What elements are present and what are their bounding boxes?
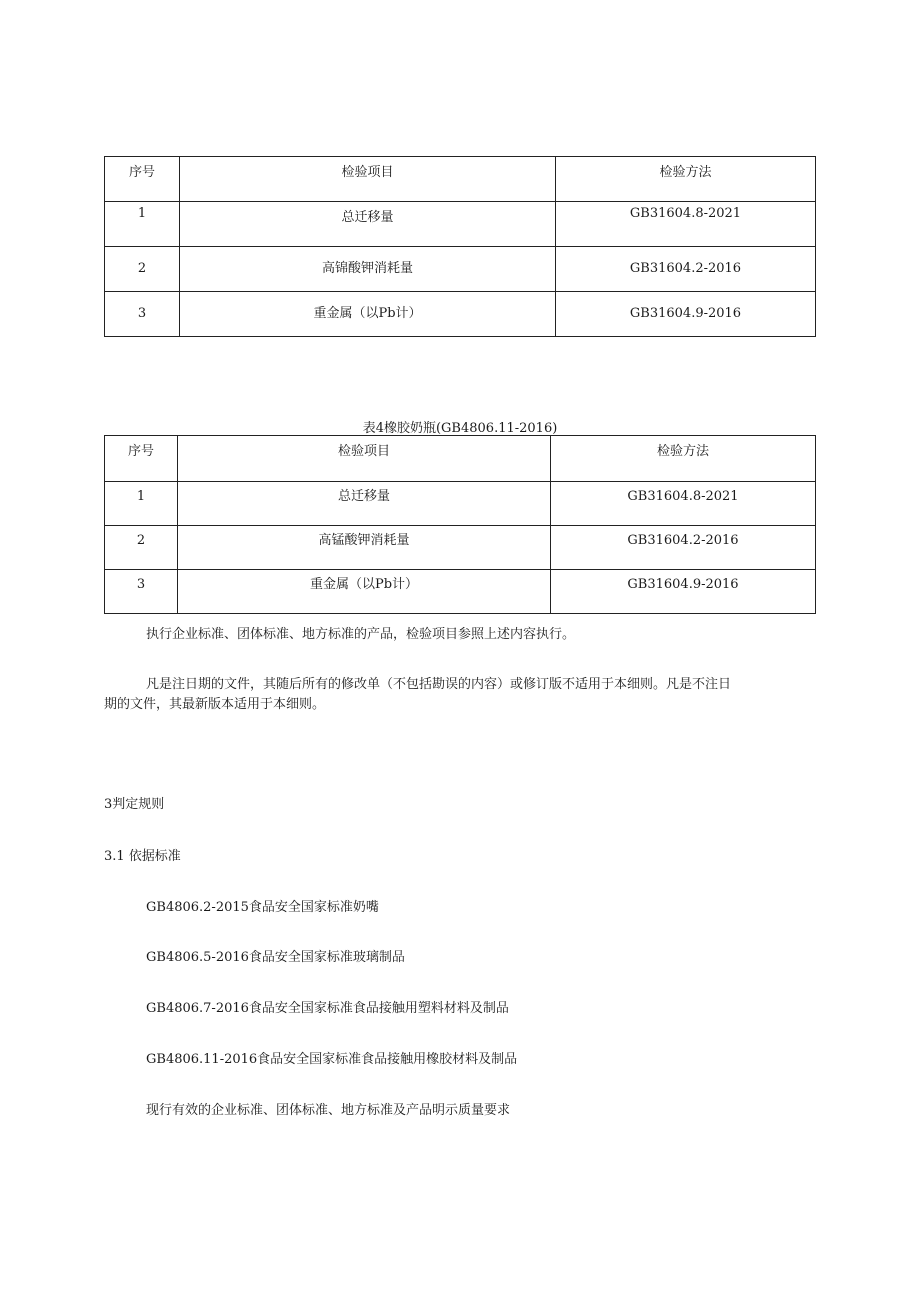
paragraph-dated-docs-line1: 凡是注日期的文件，其随后所有的修改单（不包括勘误的内容）或修订版不适用于本细则。凡是不注日 bbox=[146, 677, 732, 692]
header-cell-number: 序号 bbox=[105, 436, 178, 482]
cell-item: 重金属（以Pb计） bbox=[180, 292, 556, 337]
cell-method: GB31604.8-2021 bbox=[556, 202, 816, 247]
cell-number: 1 bbox=[105, 202, 180, 247]
table-row bbox=[105, 526, 816, 570]
header-cell-method: 检验方法 bbox=[556, 157, 816, 202]
cell-item: 总迁移量 bbox=[178, 482, 551, 526]
cell-method: GB31604.9-2016 bbox=[556, 292, 816, 337]
cell-number: 3 bbox=[105, 570, 178, 614]
standard-item: GB4806.7-2016食品安全国家标准食品接触用塑料材料及制品 bbox=[146, 1001, 509, 1016]
table-row bbox=[105, 292, 816, 337]
test-items-table-1 bbox=[104, 156, 816, 337]
cell-method: GB31604.9-2016 bbox=[551, 570, 816, 614]
cell-item: 重金属（以Pb计） bbox=[178, 570, 551, 614]
table-row bbox=[105, 247, 816, 292]
table-caption: 表4橡胶奶瓶(GB4806.11-2016) bbox=[362, 421, 558, 436]
standard-item: GB4806.2-2015食品安全国家标准奶嘴 bbox=[146, 900, 379, 915]
standard-item: GB4806.5-2016食品安全国家标准玻璃制品 bbox=[146, 950, 405, 965]
table-row bbox=[105, 202, 816, 247]
cell-item: 高锦酸钾消耗量 bbox=[180, 247, 556, 292]
table-header-row bbox=[105, 436, 816, 482]
cell-method: GB31604.2-2016 bbox=[556, 247, 816, 292]
cell-method: GB31604.2-2016 bbox=[551, 526, 816, 570]
cell-number: 2 bbox=[105, 247, 180, 292]
table-header-row bbox=[105, 157, 816, 202]
table-row bbox=[105, 482, 816, 526]
cell-item: 总迁移量 bbox=[180, 202, 556, 247]
subsection-heading: 3.1 依据标准 bbox=[104, 849, 181, 864]
cell-method: GB31604.8-2021 bbox=[551, 482, 816, 526]
header-cell-item: 检验项目 bbox=[180, 157, 556, 202]
paragraph-dated-docs-line2: 期的文件，其最新版本适用于本细则。 bbox=[104, 697, 326, 712]
paragraph-enterprise-standards: 执行企业标准、团体标准、地方标准的产品，检验项目参照上述内容执行。 bbox=[146, 627, 576, 642]
table-row bbox=[105, 570, 816, 614]
header-cell-item: 检验项目 bbox=[178, 436, 551, 482]
standard-item: 现行有效的企业标准、团体标准、地方标准及产品明示质量要求 bbox=[146, 1103, 511, 1118]
test-items-table-2 bbox=[104, 435, 816, 614]
standard-item: GB4806.11-2016食品安全国家标准食品接触用橡胶材料及制品 bbox=[146, 1052, 518, 1067]
section-heading: 3判定规则 bbox=[104, 797, 165, 812]
cell-number: 1 bbox=[105, 482, 178, 526]
cell-number: 2 bbox=[105, 526, 178, 570]
cell-item: 高锰酸钾消耗量 bbox=[178, 526, 551, 570]
header-cell-number: 序号 bbox=[105, 157, 180, 202]
cell-number: 3 bbox=[105, 292, 180, 337]
header-cell-method: 检验方法 bbox=[551, 436, 816, 482]
